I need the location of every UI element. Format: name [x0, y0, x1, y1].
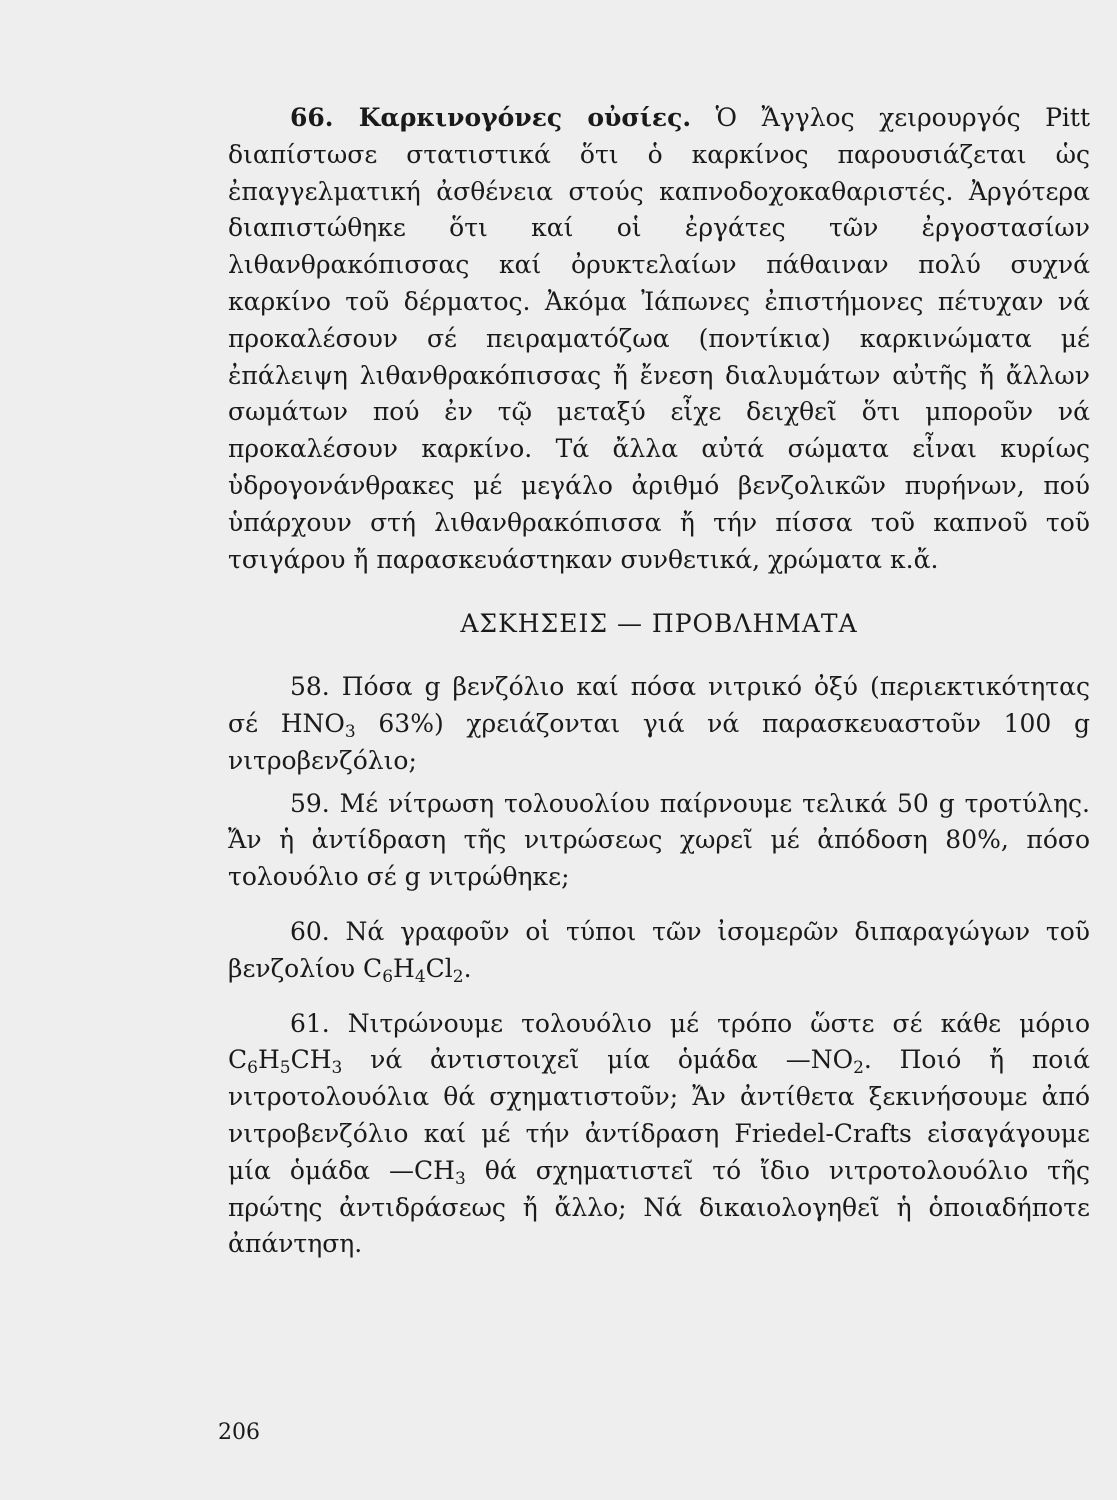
exercise-61-text-c: CH: [290, 1045, 332, 1075]
exercise-60-text-b: H: [393, 953, 415, 983]
exercise-60-text-d: .: [463, 953, 472, 983]
exercise-61: [228, 1006, 1090, 1264]
exercise-61-text-b: H: [257, 1045, 280, 1075]
exercise-61-sub1: 6: [247, 1058, 258, 1079]
exercise-58-text-b: 63%) χρειάζονται γιά νά παρασκευαστοῦν 100 g νιτροβενζόλιο;: [228, 708, 1090, 775]
exercise-61-sub5: 3: [454, 1168, 466, 1189]
page-number: 206: [218, 1420, 260, 1445]
exercise-60-text-c: Cl: [425, 953, 453, 983]
exercise-61-text-d: νά ἀντιστοιχεῖ μία ὁμάδα —NO: [342, 1045, 854, 1075]
exercise-58-text-a: 58. Πόσα g βενζόλιο καί πόσα νιτρικό ὀξύ (περιεκτικότητας σέ HNO: [228, 672, 1090, 738]
section-66-body: Ὁ Ἄγγλος χειρουργός Pitt διαπίστωσε στατιστικά ὅτι ὁ καρκίνος παρουσιάζεται ὡς ἐπαγγελματική ἀσθένεια στούς καπνοδοχοκαθαριστές. Ἀργότερα διαπιστώθηκε ὅτι καί οἱ ἐργάτες τῶν ἐργοστασίων λιθανθρακόπισσας καί ὀρυκτελαίων πάθαιναν πολύ συχνά καρκίνο τοῦ δέρματος. Ἀκόμα Ἰάπωνες ἐπιστήμονες πέτυχαν νά προκαλέσουν σέ πειραματόζωα (ποντίκια) καρκινώματα μέ ἐπάλειψη λιθανθρακόπισσας ἤ ἔνεση διαλυμάτων αὐτῆς ἤ ἄλλων σωμάτων πού ἐν τῷ μεταξύ εἶχε δειχθεῖ ὅτι μποροῦν νά προκαλέσουν καρκίνο. Τά ἄλλα αὐτά σώματα εἶναι κυρίως ὑδρογονάνθρακες μέ μεγάλο ἀριθμό βενζολικῶν πυρήνων, πού ὑπάρχουν στή λιθανθρακόπισσα ἤ τήν πίσσα τοῦ καπνοῦ τοῦ τσιγάρου ἤ παρασκευάστηκαν συνθετικά, χρώματα κ.ἄ.: [228, 103, 1090, 574]
exercise-61-text-f: θά σχηματιστεῖ τό ἴδιο νιτροτολουόλιο τῆς πρώτης ἀντιδράσεως ἤ ἄλλο; Νά δικαιολογηθεῖ ἡ ὁποιαδήποτε ἀπάντηση.: [228, 1155, 1090, 1259]
exercise-61-text-a: 61. Νιτρώνουμε τολουόλιο μέ τρόπο ὥστε σέ κάθε μόριο C: [228, 1008, 1090, 1075]
exercise-60-sub1: 6: [382, 966, 394, 987]
exercise-61-text-e: . Ποιό ἤ ποιά νιτροτολουόλια θά σχηματιστοῦν; Ἄν ἀντίθετα ξεκινήσουμε ἀπό νιτροβενζόλιο καί μέ τήν ἀντίδραση Friedel-Crafts εἰσαγάγουμε μία ὁμάδα —CH: [228, 1045, 1090, 1185]
exercise-61-sub4: 2: [853, 1058, 864, 1079]
exercises-heading: ΑΣΚΗΣΕΙΣ — ΠΡΟΒΛΗΜΑΤΑ: [460, 609, 858, 639]
exercise-58: [228, 669, 1090, 779]
exercise-60-sub2: 4: [414, 966, 426, 987]
exercise-60-text-a: 60. Νά γραφοῦν οἱ τύποι τῶν ἰσομερῶν διπαραγώγων τοῦ βενζολίου C: [228, 916, 1090, 983]
exercise-60-sub3: 2: [452, 966, 464, 987]
exercise-59: 59. Μέ νίτρωση τολουολίου παίρνουμε τελικά 50 g τροτύλης. Ἄν ἡ ἀντίδραση τῆς νιτρώσεως χωρεῖ μέ ἀπόδοση 80%, πόσο τολουόλιο σέ g νιτρώθηκε;: [228, 788, 1090, 892]
text-block: [228, 100, 1090, 1263]
exercise-61-sub3: 3: [331, 1058, 343, 1079]
section-66-title: 66. Καρκινογόνες οὐσίες.: [290, 103, 692, 132]
exercise-60: [228, 914, 1090, 988]
exercise-58-sub: 3: [344, 721, 356, 742]
section-66-paragraph: [228, 100, 1090, 578]
exercise-61-sub2: 5: [279, 1058, 291, 1079]
